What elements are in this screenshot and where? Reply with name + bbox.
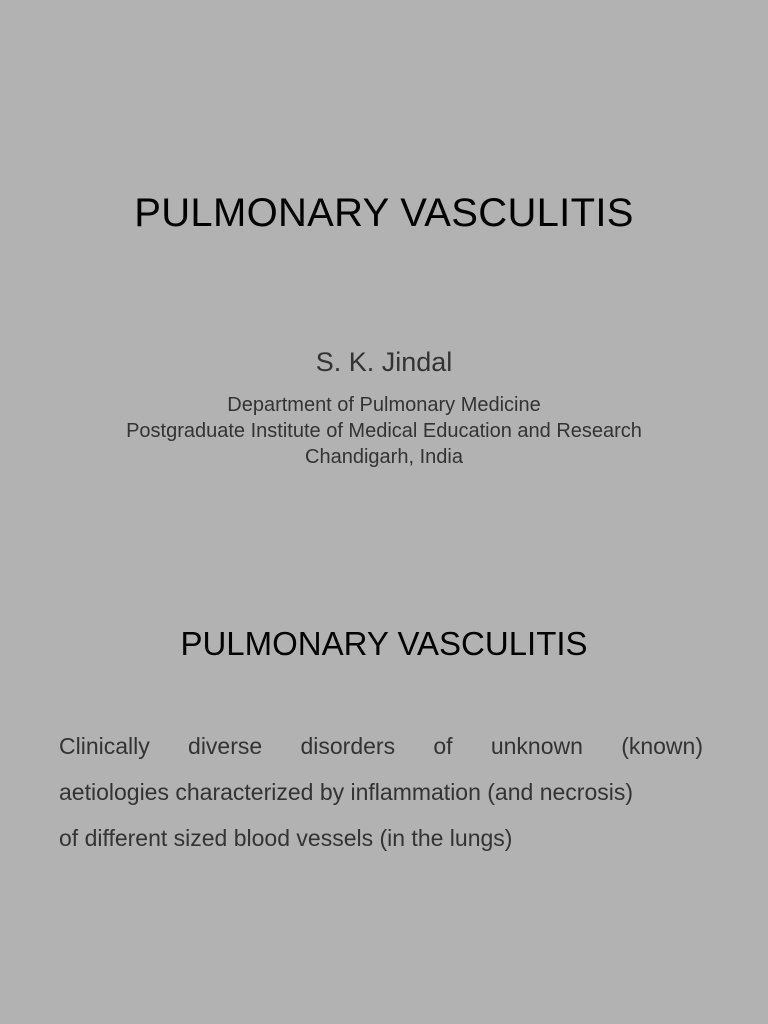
slide-title: PULMONARY VASCULITIS xyxy=(134,191,634,235)
slide-title: PULMONARY VASCULITIS xyxy=(180,625,588,662)
body-text-line: of different sized blood vessels (in the lungs) xyxy=(59,825,513,851)
body-word: Clinically xyxy=(59,733,150,759)
body-word: disorders xyxy=(300,733,396,759)
body-text-line: aetiologies characterized by inflammation (and necrosis) xyxy=(59,779,634,805)
affiliation-institute: Postgraduate Institute of Medical Education and Research xyxy=(126,420,642,442)
body-text-line xyxy=(59,731,703,761)
affiliation-location: Chandigarh, India xyxy=(305,446,463,468)
author-name: S. K. Jindal xyxy=(315,347,453,377)
body-word: unknown xyxy=(490,733,583,759)
definition-slide xyxy=(0,512,768,1024)
affiliation-department: Department of Pulmonary Medicine xyxy=(227,394,541,416)
body-word: (known) xyxy=(621,733,703,759)
body-word: of xyxy=(433,733,453,759)
body-word: diverse xyxy=(188,733,263,759)
